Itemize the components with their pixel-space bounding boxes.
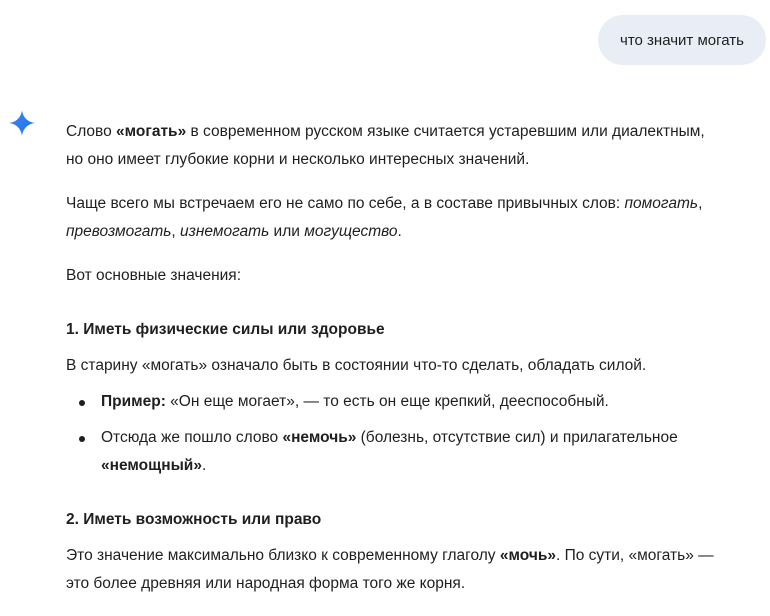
derived-period: . (397, 223, 402, 240)
section-2-text-3: это более древняя или народная форма того же корня. (66, 575, 466, 592)
example-text: «Он еще могает», — то есть он еще крепкий, дееспособный. (165, 393, 609, 410)
intro-text-2: в современном русском языке считается устаревшим или диалектным, (186, 123, 705, 140)
bullet-dot (79, 436, 85, 442)
word-prevozmogat: превозмогать (66, 223, 172, 240)
derived-comma-1: , (698, 195, 703, 212)
assistant-response (66, 118, 756, 598)
section-1-list (66, 388, 756, 480)
list-item (66, 424, 756, 480)
origin-text-1: Отсюда же пошло слово (101, 429, 283, 446)
word-moch: «мочь» (499, 547, 556, 564)
section-2-heading: 2. Иметь возможность или право (66, 511, 322, 528)
user-message-text: что значит могать (620, 31, 744, 49)
example-label: Пример: (101, 393, 166, 410)
user-message-bubble (598, 15, 766, 65)
word-iznemogat: изнемогать (180, 223, 270, 240)
origin-period: . (201, 457, 207, 474)
bullet-dot (79, 400, 85, 406)
word-nemoshchny: «немощный» (101, 457, 202, 474)
intro-text-3: но оно имеет глубокие корни и несколько интересных значений. (66, 151, 530, 168)
derived-words-paragraph (66, 190, 756, 246)
word-mogushchestvo: могущество (304, 223, 398, 240)
section-2-text (66, 542, 756, 598)
section-2-text-1: Это значение максимально близко к современному глаголу (66, 547, 500, 564)
section-2-text-2: . По сути, «могать» — (555, 547, 714, 564)
origin-text-2: (болезнь, отсутствие сил) и прилагательное (356, 429, 678, 446)
intro-keyword: «могать» (116, 123, 187, 140)
word-pomogat: помогать (624, 195, 699, 212)
section-1-heading: 1. Иметь физические силы или здоровье (66, 321, 385, 338)
derived-text-1: Чаще всего мы встречаем его не само по себе, а в составе привычных слов: (66, 195, 625, 212)
derived-text-2: или (269, 223, 305, 240)
intro-text-1: Слово (66, 123, 117, 140)
meanings-intro: Вот основные значения: (66, 267, 241, 284)
intro-paragraph (66, 118, 756, 174)
word-nemoch: «немочь» (282, 429, 357, 446)
section-1-text: В старину «могать» означало быть в состоянии что-то сделать, обладать силой. (66, 357, 647, 374)
list-item (66, 388, 756, 416)
derived-comma-2: , (171, 223, 181, 240)
sparkle-icon (9, 110, 35, 136)
